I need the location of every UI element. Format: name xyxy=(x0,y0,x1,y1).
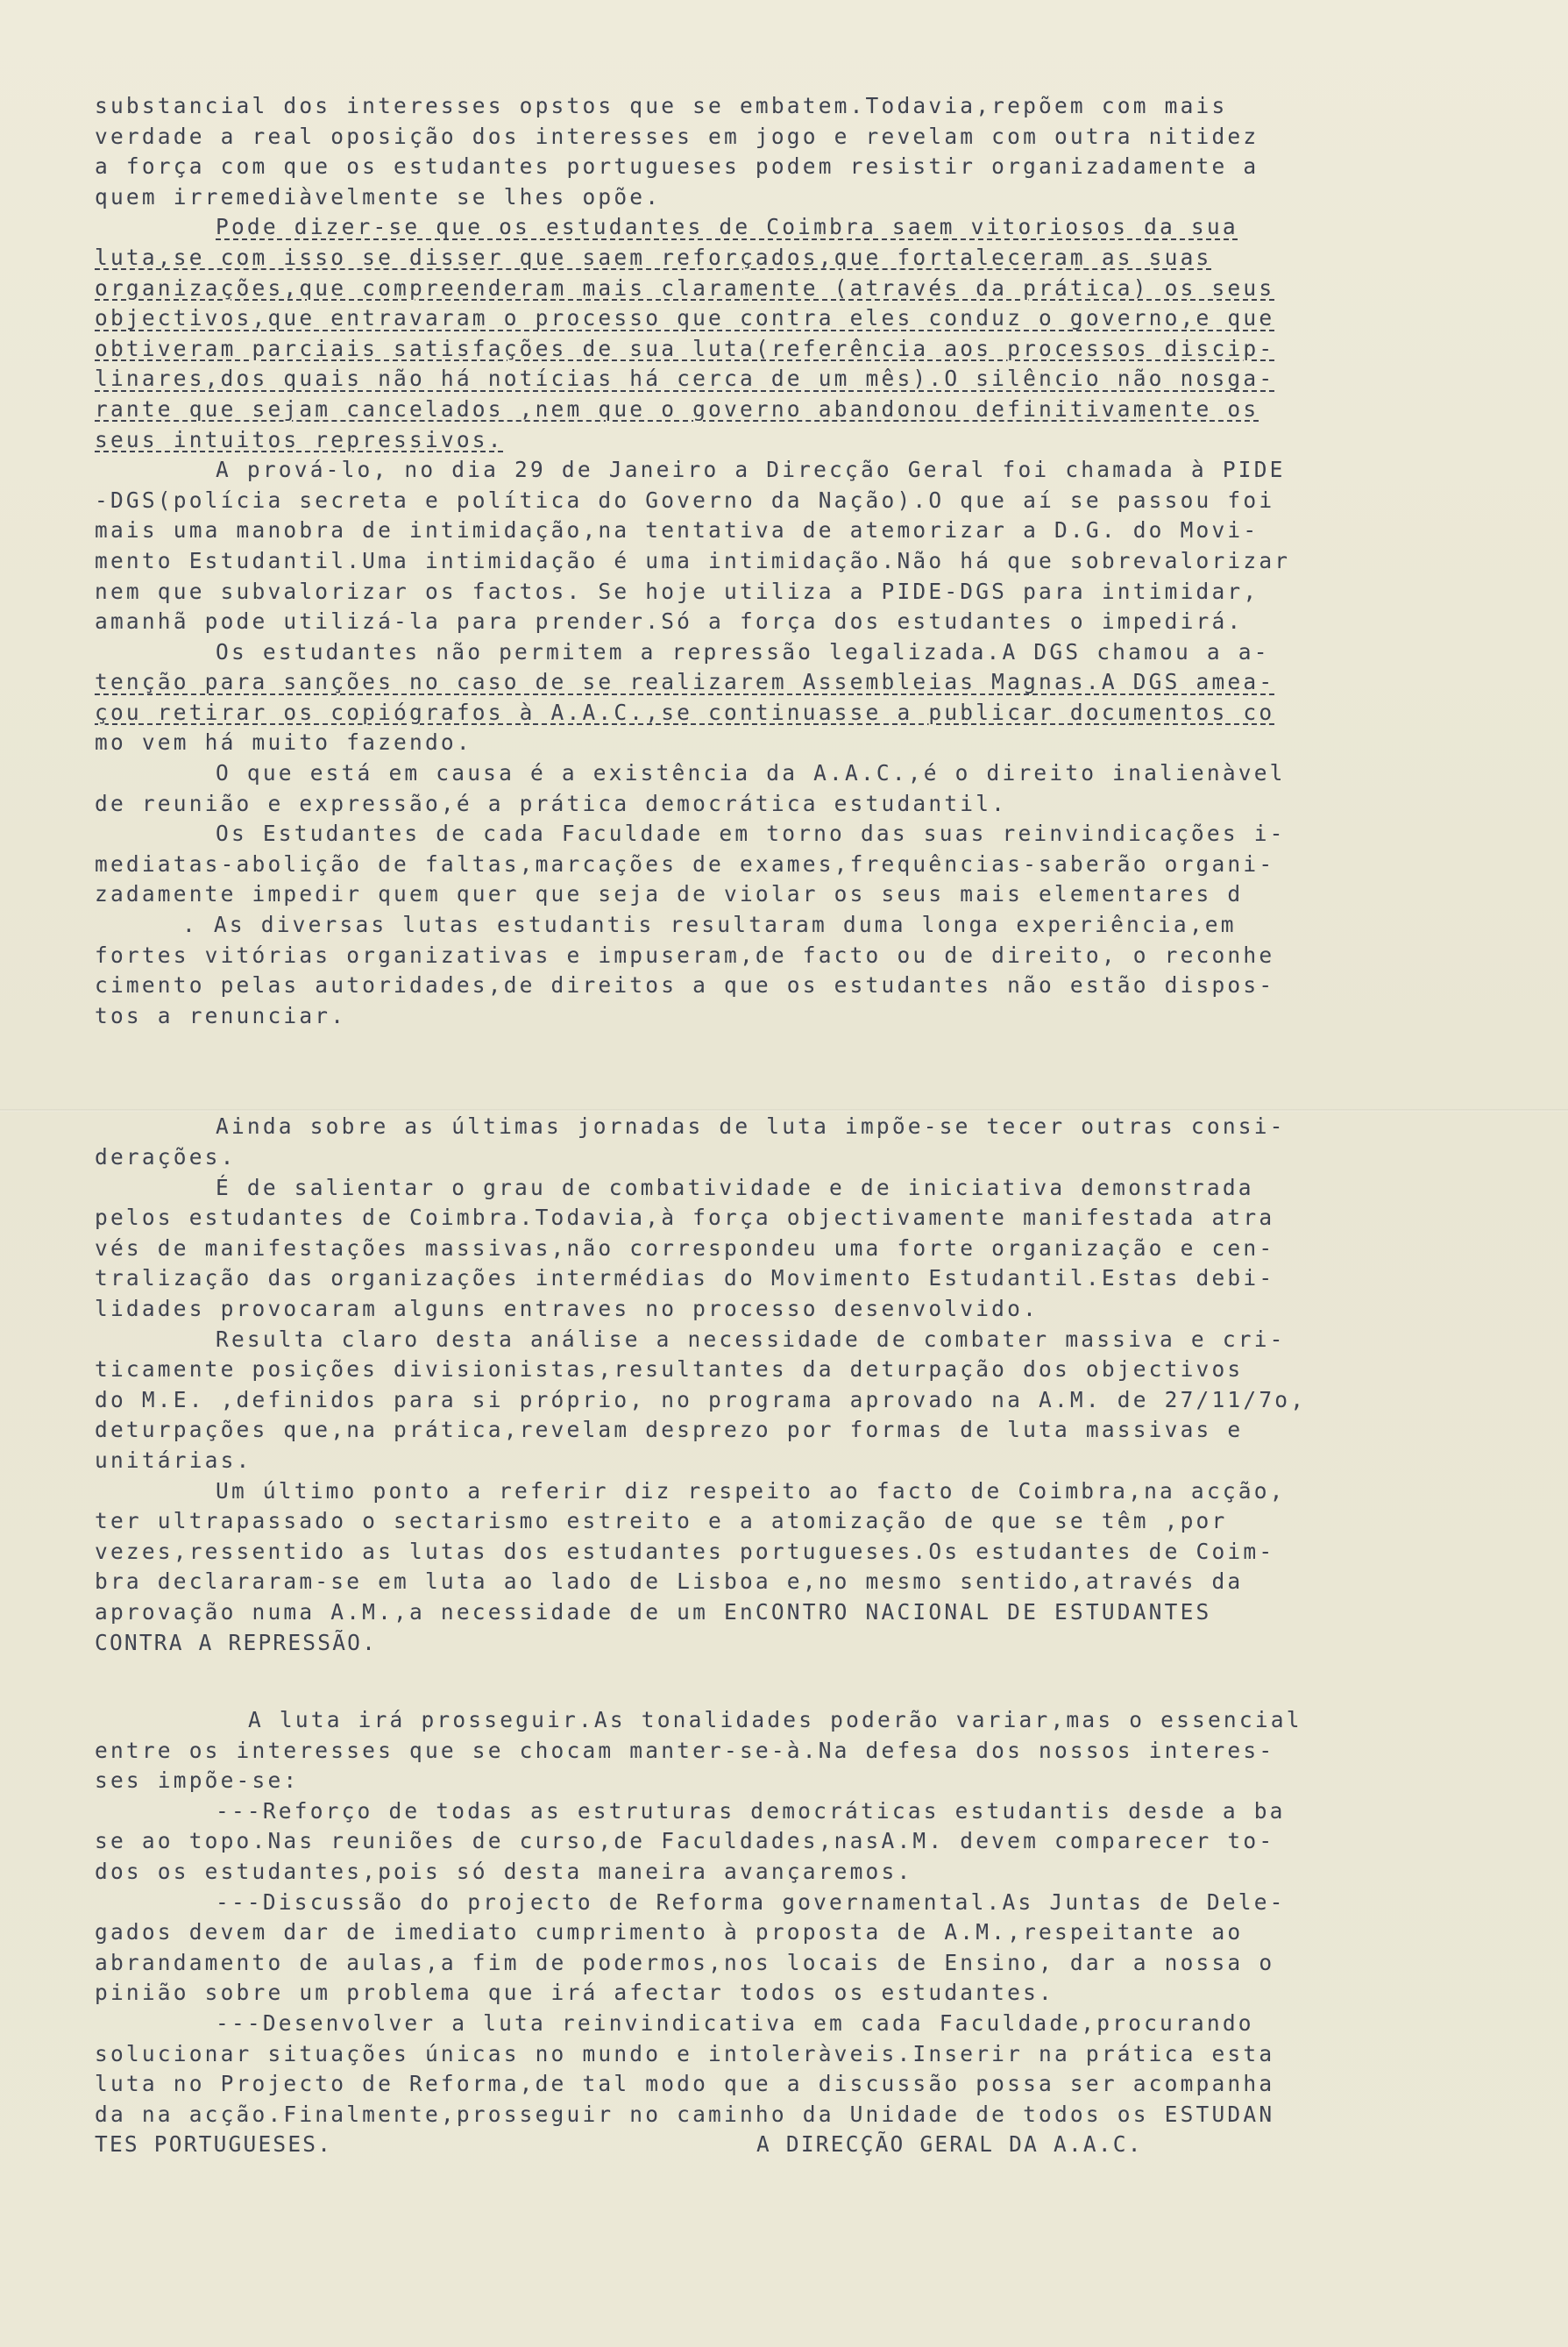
text-line: luta no Projecto de Reforma,de tal modo que a discussão possa ser acompanha xyxy=(95,2071,1275,2097)
text-line: ticamente posições divisionistas,resultantes da deturpação dos objectivos xyxy=(95,1356,1244,1383)
text-line: cimento pelas autoridades,de direitos a que os estudantes não estão dispos- xyxy=(95,972,1275,999)
text-line: de reunião e expressão,é a prática democrática estudantil. xyxy=(95,790,1008,816)
text-line: mento Estudantil.Uma intimidação é uma intimidação.Não há que sobrevalorizar xyxy=(95,547,1291,573)
closing-line: TES PORTUGUESES. xyxy=(95,2131,333,2158)
text-line: Os Estudantes de cada Faculdade em torno das suas reinvindicações i- xyxy=(216,821,1286,847)
underlined-line: organizações,que compreenderam mais claramente (através da prática) os seus xyxy=(95,274,1275,301)
text-line: fortes vitórias organizativas e impuseram,de facto ou de direito, o reconhe xyxy=(95,942,1275,968)
text-line: do M.E. ,definidos para si próprio, no programa aprovado na A.M. de 27/11/7o, xyxy=(95,1386,1307,1412)
text-line: unitárias. xyxy=(95,1447,252,1473)
text-line: gados devem dar de imediato cumprimento à proposta de A.M.,respeitante ao xyxy=(95,1919,1244,1945)
underlined-line: obtiveram parciais satisfações de sua luta(referência aos processos discip- xyxy=(95,335,1275,361)
text-line: substancial dos interesses opstos que se embatem.Todavia,repõem com mais xyxy=(95,93,1228,118)
text-line: abrandamento de aulas,a fim de podermos,nos locais de Ensino, dar a nossa o xyxy=(95,1949,1275,1975)
closing-row xyxy=(95,2130,1394,2160)
text-line: bra declararam-se em luta ao lado de Lisboa e,no mesmo sentido,através da xyxy=(95,1568,1244,1595)
text-line: vés de manifestações massivas,não correspondeu uma forte organização e cen- xyxy=(95,1234,1275,1261)
text-line: verdade a real oposição dos interesses em jogo e revelam com outra nitidez xyxy=(95,123,1259,149)
text-line: O que está em causa é a existência da A.A.C.,é o direito inalienàvel xyxy=(216,760,1286,786)
text-line: amanhã pode utilizá-la para prender.Só a força dos estudantes o impedirá. xyxy=(95,608,1244,635)
text-line: pelos estudantes de Coimbra.Todavia,à força objectivamente manifestada atra xyxy=(95,1205,1275,1231)
underlined-line: rante que sejam cancelados ,nem que o governo abandonou definitivamente os xyxy=(95,395,1259,422)
text-line: -DGS(polícia secreta e política do Governo da Nação).O que aí se passou foi xyxy=(95,487,1275,513)
text-line: deturpações que,na prática,revelam desprezo por formas de luta massivas e xyxy=(95,1417,1244,1443)
list-item: ---Desenvolver a luta reinvindicativa em cada Faculdade,procurando xyxy=(216,2010,1254,2037)
text-line: vezes,ressentido as lutas dos estudantes portugueses.Os estudantes de Coim- xyxy=(95,1538,1275,1564)
signature: A DIRECÇÃO GERAL DA A.A.C. xyxy=(756,2131,1143,2158)
underlined-line: linares,dos quais não há notícias há cerca de um mês).O silêncio não nosga- xyxy=(95,366,1275,392)
underlined-line: çou retirar os copiógrafos à A.A.C.,se continuasse a publicar documentos co xyxy=(95,699,1275,725)
text-line: a força com que os estudantes portugueses podem resistir organizadamente a xyxy=(95,153,1259,180)
text-line: da na acção.Finalmente,prosseguir no caminho da Unidade de todos os ESTUDAN xyxy=(95,2101,1275,2127)
text-line: mais uma manobra de intimidação,na tentativa de atemorizar a D.G. do Movi- xyxy=(95,517,1259,544)
text-line: lidades provocaram alguns entraves no processo desenvolvido. xyxy=(95,1295,1039,1321)
text-line: ses impõe-se: xyxy=(95,1767,300,1794)
text-line: A luta irá prosseguir.As tonalidades poderão variar,mas o essencial xyxy=(248,1707,1302,1733)
text-line: derações. xyxy=(95,1144,237,1170)
text-line: Um último ponto a referir diz respeito ao facto de Coimbra,na acção, xyxy=(216,1477,1286,1504)
text-line: tos a renunciar. xyxy=(95,1002,347,1028)
text-line: . As diversas lutas estudantis resultaram duma longa experiência,em xyxy=(182,912,1237,938)
text-line: solucionar situações únicas no mundo e intoleràveis.Inserir na prática esta xyxy=(95,2040,1275,2066)
text-line: CONTRA A REPRESSÃO. xyxy=(95,1629,378,1655)
text-line: É de salientar o grau de combatividade e de iniciativa demonstrada xyxy=(216,1174,1254,1200)
list-item: ---Discussão do projecto de Reforma governamental.As Juntas de Dele- xyxy=(216,1888,1286,1915)
text-line: ter ultrapassado o sectarismo estreito e a atomização de que se têm ,por xyxy=(95,1508,1228,1534)
text-line: pinião sobre um problema que irá afectar todos os estudantes. xyxy=(95,1980,1054,2006)
document-body xyxy=(95,91,1394,2160)
text-line: mediatas-abolição de faltas,marcações de exames,frequências-saberão organi- xyxy=(95,850,1275,877)
text-line: entre os interesses que se chocam manter-se-à.Na defesa dos nossos interes- xyxy=(95,1737,1275,1763)
underlined-line: tenção para sanções no caso de se realizarem Assembleias Magnas.A DGS amea- xyxy=(95,669,1275,695)
text-line: aprovação numa A.M.,a necessidade de um EnCONTRO NACIONAL DE ESTUDANTES xyxy=(95,1598,1212,1625)
text-line: tralização das organizações intermédias do Movimento Estudantil.Estas debi- xyxy=(95,1265,1275,1291)
underlined-line: luta,se com isso se disser que saem reforçados,que fortaleceram as suas xyxy=(95,244,1212,270)
text-line: quem irremediàvelmente se lhes opõe. xyxy=(95,183,662,210)
text-line: dos os estudantes,pois só desta maneira avançaremos. xyxy=(95,1859,913,1885)
text-line: mo vem há muito fazendo. xyxy=(95,729,472,756)
underlined-line: seus intuitos repressivos. xyxy=(95,426,504,452)
text-line: zadamente impedir quem quer que seja de violar os seus mais elementares d xyxy=(95,881,1244,907)
underlined-line: Pode dizer-se que os estudantes de Coimbra saem vitoriosos da sua xyxy=(216,214,1238,240)
text-line: nem que subvalorizar os factos. Se hoje utiliza a PIDE-DGS para intimidar, xyxy=(95,578,1259,604)
text-line: se ao topo.Nas reuniões de curso,de Faculdades,nasA.M. devem comparecer to- xyxy=(95,1828,1275,1854)
text-line: Resulta claro desta análise a necessidade de combater massiva e cri- xyxy=(216,1326,1286,1352)
text-line: Os estudantes não permitem a repressão legalizada.A DGS chamou a a- xyxy=(216,638,1270,665)
text-line: Ainda sobre as últimas jornadas de luta impõe-se tecer outras consi- xyxy=(216,1113,1286,1140)
text-line: A prová-lo, no dia 29 de Janeiro a Direcção Geral foi chamada à PIDE xyxy=(216,457,1286,483)
underlined-line: objectivos,que entravaram o processo que contra eles conduz o governo,e que xyxy=(95,305,1275,331)
list-item: ---Reforço de todas as estruturas democráticas estudantis desde a ba xyxy=(216,1797,1286,1824)
